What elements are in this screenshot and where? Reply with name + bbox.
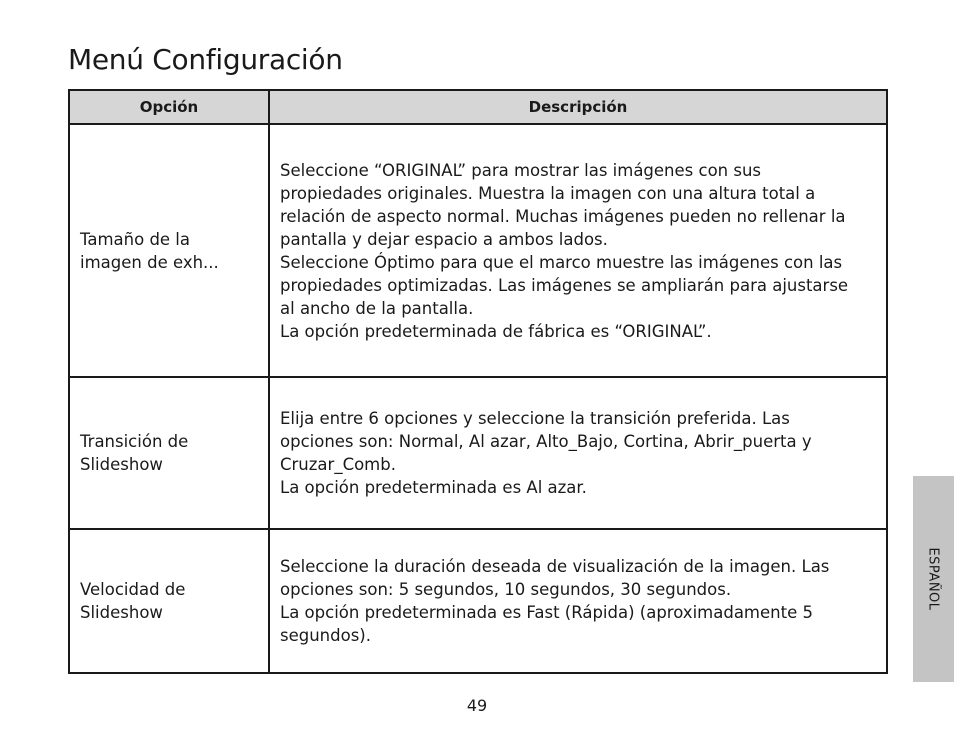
option-cell-slideshow-speed: Velocidad de Slideshow (69, 529, 269, 673)
language-tab-label: ESPAÑOL (925, 547, 941, 611)
description-cell-slideshow-transition: Elija entre 6 opciones y seleccione la transición preferida. Las opciones son: Normal, Al azar, Alto_Bajo, Cortina, Abrir_puerta y Cruzar_Comb. La opción predeterminada es Al azar. (269, 377, 887, 529)
option-cell-image-size: Tamaño de la imagen de exh... (69, 124, 269, 377)
language-side-tab (913, 476, 954, 682)
table-row (69, 377, 887, 529)
settings-table (68, 89, 888, 674)
option-column-header: Opción (69, 90, 269, 124)
table-row (69, 529, 887, 673)
option-cell-slideshow-transition: Transición de Slideshow (69, 377, 269, 529)
description-column-header: Descripción (269, 90, 887, 124)
description-cell-slideshow-speed: Seleccione la duración deseada de visualización de la imagen. Las opciones son: 5 segundos, 10 segundos, 30 segundos. La opción predeterminada es Fast (Rápida) (aproximadamente 5 segundos). (269, 529, 887, 673)
table-header-row (69, 90, 887, 124)
description-cell-image-size: Seleccione “ORIGINAL” para mostrar las imágenes con sus propiedades originales. Muestra la imagen con una altura total a relación de aspecto normal. Muchas imágenes pueden no rellenar la pantalla y dejar espacio a ambos lados. Seleccione Óptimo para que el marco muestre las imágenes con las propiedades optimizadas. Las imágenes se ampliarán para ajustarse al ancho de la pantalla. La opción predeterminada de fábrica es “ORIGINAL”. (269, 124, 887, 377)
table-row (69, 124, 887, 377)
page-number: 49 (466, 696, 488, 715)
page-title: Menú Configuración (68, 43, 343, 76)
